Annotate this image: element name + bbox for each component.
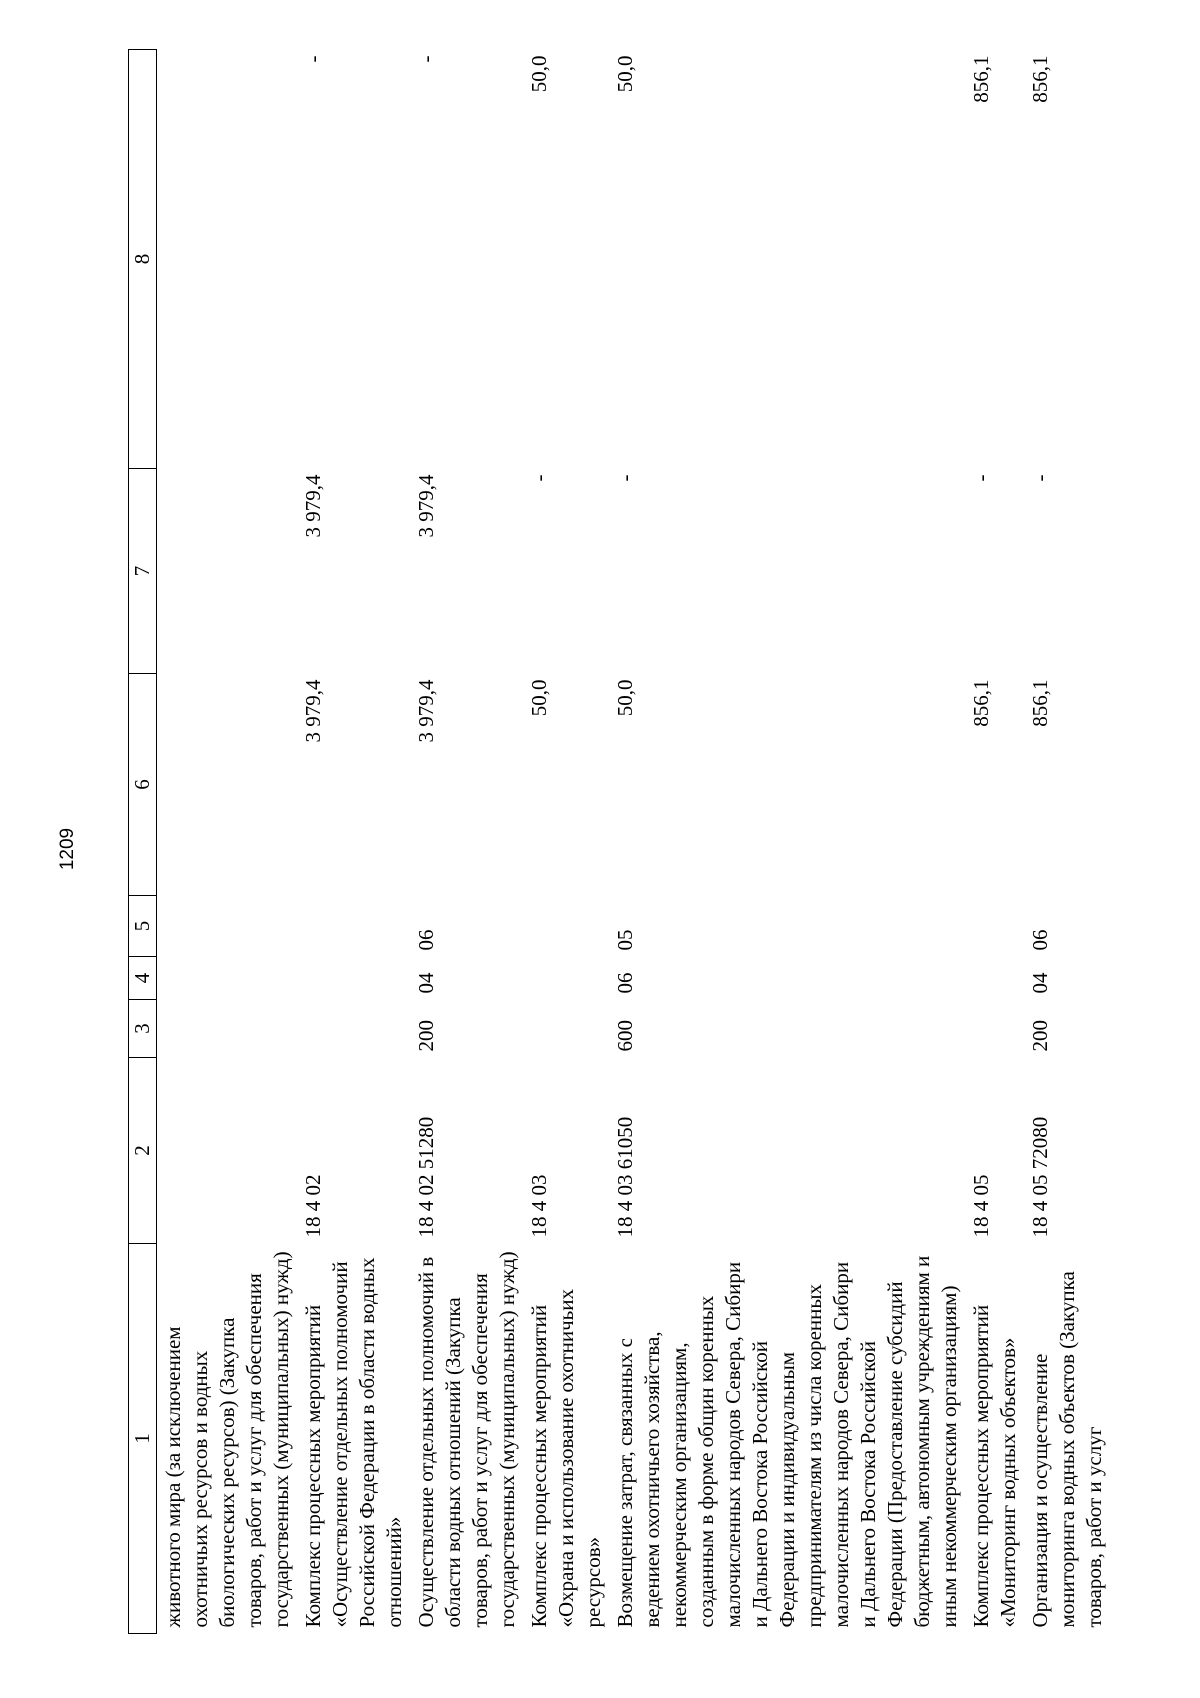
row-name-cell: животного мира (за исключением охотничьих ресурсов и водных биологических ресурсов) (Закупка товаров, работ и услуг для обеспечения государственных (муниципальных) нужд) [161, 1251, 293, 1628]
row-name-cell: Осуществление отдельных полномочий в области водных отношений (Закупка товаров, работ и услуг для обеспечения государственных (муниципальных) нужд) [414, 1251, 519, 1628]
row-amount-total-cell: 856,1 [1028, 679, 1052, 727]
row-name-cell: Возмещение затрат, связанных с ведением охотничьего хозяйства, некоммерческим организациям, созданным в форме общин коренных малочисленных народов Севера, Сибири и Дальнего Востока Российской Федерации и индивидуальным предпринимателям из числа коренных малочисленных народов Севера, Сибири и Дальнего Востока Российской Федерации (Предоставление субсидий бюджетным, автономным учреждениям и иным некоммерческим организациям) [613, 1255, 961, 1628]
row-expense-type-cell [297, 1000, 410, 1058]
page-number: 1209 [57, 827, 78, 871]
row-subsection-cell [157, 896, 298, 957]
row-name-cell: Комплекс процессных мероприятий «Осуществление отдельных полномочий Российской Федерации в области водных отношений» [301, 1257, 406, 1628]
row-amount-federal-cell: 3 979,4 [301, 474, 325, 538]
row-subsection-cell: 05 [613, 929, 637, 951]
row-amount-federal-cell: - [527, 474, 551, 482]
row-amount-regional-cell: - [414, 55, 438, 63]
row-name-cell: Комплекс процессных мероприятий «Мониторинг водных объектов» [969, 1304, 1020, 1628]
column-header: 3 [129, 1000, 157, 1058]
row-amount-federal-cell: - [613, 474, 637, 482]
row-section-cell: 06 [613, 972, 637, 994]
row-expense-type-cell [965, 1000, 1024, 1058]
row-section-cell [523, 957, 609, 1000]
column-header: 8 [129, 50, 157, 469]
row-amount-federal-cell: - [969, 474, 993, 482]
row-amount-regional-cell: 856,1 [969, 55, 993, 103]
row-amount-total-cell: 856,1 [969, 679, 993, 727]
row-code-cell [157, 1058, 298, 1244]
column-header: 7 [129, 469, 157, 674]
row-amount-regional-cell: 50,0 [527, 55, 551, 93]
table-row [609, 50, 965, 1634]
row-code-cell: 18 4 02 [301, 1174, 325, 1238]
row-section-cell [297, 957, 410, 1000]
row-expense-type-cell: 600 [613, 1020, 637, 1052]
row-amount-federal-cell [157, 469, 298, 674]
column-header: 2 [129, 1058, 157, 1244]
row-section-cell: 04 [414, 972, 438, 994]
row-expense-type-cell [523, 1000, 609, 1058]
rotated-table-container [128, 50, 1128, 1634]
table-row [1024, 50, 1110, 1634]
row-code-cell: 18 4 03 [527, 1174, 551, 1238]
column-header: 5 [129, 896, 157, 957]
row-amount-total-cell: 3 979,4 [414, 679, 438, 743]
column-header: 6 [129, 674, 157, 896]
row-expense-type-cell: 200 [1028, 1020, 1052, 1052]
row-amount-federal-cell: - [1028, 474, 1052, 482]
row-expense-type-cell [157, 1000, 298, 1058]
budget-table [128, 49, 1110, 1634]
row-section-cell [157, 957, 298, 1000]
table-row [523, 50, 609, 1634]
row-amount-total-cell: 3 979,4 [301, 679, 325, 743]
row-code-cell: 18 4 02 51280 [414, 1116, 438, 1238]
table-row [297, 50, 410, 1634]
table-row [965, 50, 1024, 1634]
row-amount-regional-cell: 50,0 [613, 55, 637, 93]
row-code-cell: 18 4 05 [969, 1174, 993, 1238]
row-name-cell: Комплекс процессных мероприятий «Охрана и использование охотничьих ресурсов» [527, 1289, 605, 1628]
row-subsection-cell: 06 [1028, 929, 1052, 951]
row-subsection-cell: 06 [414, 929, 438, 951]
row-amount-total-cell [157, 674, 298, 896]
row-amount-total-cell: 50,0 [613, 679, 637, 717]
row-expense-type-cell: 200 [414, 1020, 438, 1052]
row-subsection-cell [965, 896, 1024, 957]
column-header: 4 [129, 957, 157, 1000]
row-code-cell: 18 4 03 61050 [613, 1116, 637, 1238]
row-subsection-cell [523, 896, 609, 957]
table-row [157, 50, 298, 1634]
row-amount-regional-cell [157, 50, 298, 469]
column-header: 1 [129, 1244, 157, 1634]
header-row [129, 50, 157, 1634]
row-subsection-cell [297, 896, 410, 957]
row-code-cell: 18 4 05 72080 [1028, 1116, 1052, 1238]
row-section-cell: 04 [1028, 972, 1052, 994]
row-amount-regional-cell: 856,1 [1028, 55, 1052, 103]
row-amount-total-cell: 50,0 [527, 679, 551, 717]
row-section-cell [965, 957, 1024, 1000]
row-amount-regional-cell: - [301, 55, 325, 63]
table-row [410, 50, 523, 1634]
row-name-cell: Организация и осуществление мониторинга водных объектов (Закупка товаров, работ и услуг [1028, 1271, 1106, 1628]
row-amount-federal-cell: 3 979,4 [414, 474, 438, 538]
